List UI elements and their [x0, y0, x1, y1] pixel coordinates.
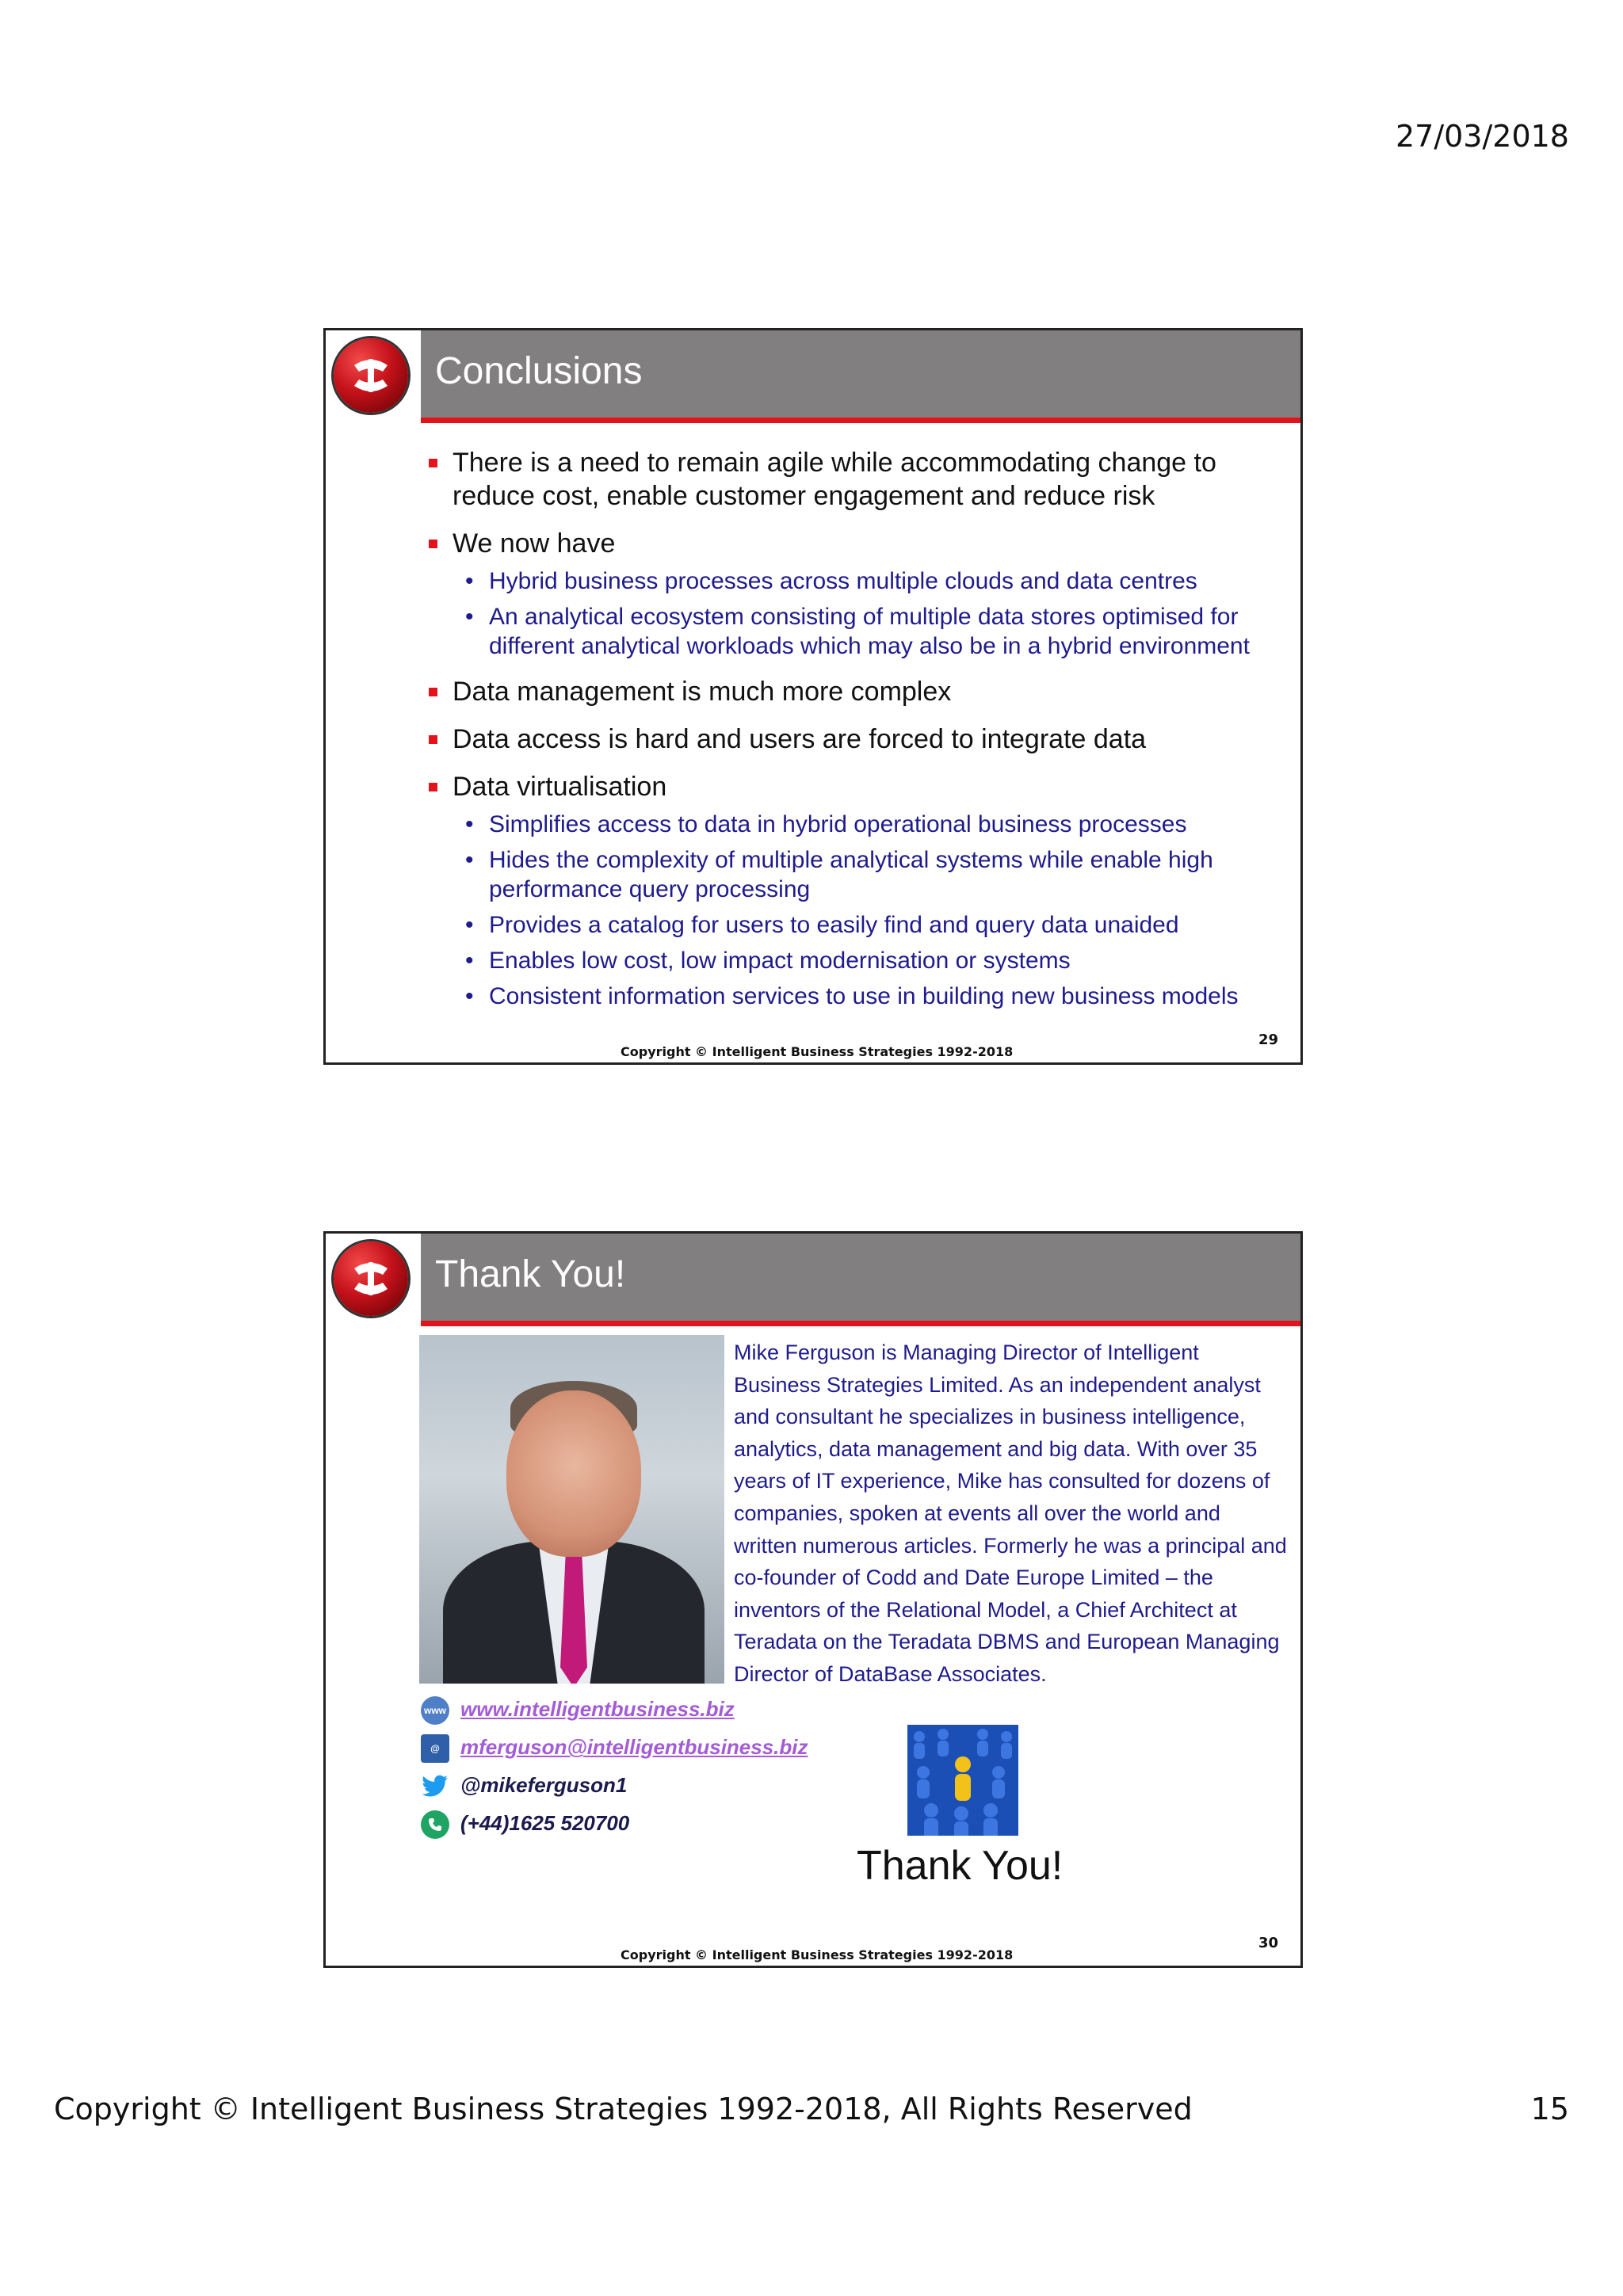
- bullet-item: We now have: [429, 527, 1285, 560]
- slide-copyright: Copyright © Intelligent Business Strategies 1992-2018: [621, 1947, 1014, 1962]
- sub-bullet-item: • An analytical ecosystem consisting of multiple data stores optimised for different analytical workloads which may also be in a hybrid environment: [429, 602, 1285, 661]
- bullet-list: [429, 446, 1285, 1017]
- website-link[interactable]: www.intelligentbusiness.biz: [460, 1697, 735, 1721]
- logo-mark-icon: [346, 351, 395, 400]
- sub-bullet-item: • Simplifies access to data in hybrid operational business processes: [429, 810, 1285, 839]
- website-contact: [419, 1693, 808, 1731]
- slide-title-bar: [421, 1234, 1300, 1326]
- company-logo: [334, 1241, 408, 1316]
- globe-icon: www: [421, 1696, 449, 1725]
- crowd-image: [907, 1725, 1018, 1836]
- slide-number: 29: [1258, 1032, 1278, 1048]
- page-date: 27/03/2018: [1395, 119, 1569, 154]
- slide-number: 30: [1258, 1935, 1278, 1951]
- speaker-bio: Mike Ferguson is Managing Director of Intelligent Business Strategies Limited. As an independent analyst and consultant he specializes in business intelligence, analytics, data management and big data. With over 35 years of IT experience, Mike has consulted for dozens of companies, spoken at events all over the world and written numerous articles. Formerly he was a principal and co-founder of Codd and Date Europe Limited – the inventors of the Relational Model, a Chief Architect at Teradata on the Teradata DBMS and European Managing Director of DataBase Associates.: [734, 1341, 1287, 1686]
- bullet-item: Data access is hard and users are forced to integrate data: [429, 723, 1285, 756]
- email-contact: [419, 1731, 808, 1769]
- slide-title: Conclusions: [435, 350, 643, 392]
- envelope-icon: @: [421, 1734, 449, 1763]
- bullet-item: There is a need to remain agile while accommodating change to reduce cost, enable customer engagement and reduce risk: [429, 446, 1285, 513]
- email-link[interactable]: mferguson@intelligentbusiness.biz: [460, 1735, 808, 1759]
- slide-conclusions: [323, 328, 1303, 1065]
- sub-bullet-item: • Hybrid business processes across multiple clouds and data centres: [429, 566, 1285, 596]
- phone-contact: [419, 1807, 808, 1845]
- slide-title-bar: [421, 330, 1300, 423]
- company-logo: [334, 338, 408, 413]
- contact-list: [419, 1693, 808, 1845]
- phone-number[interactable]: (+44)1625 520700: [460, 1811, 630, 1835]
- sub-bullet-item: • Provides a catalog for users to easily find and query data unaided: [429, 910, 1285, 940]
- page-footer-copyright: Copyright © Intelligent Business Strategies 1992-2018, All Rights Reserved: [54, 2092, 1193, 2126]
- twitter-handle[interactable]: @mikeferguson1: [460, 1773, 628, 1797]
- phone-icon: [421, 1810, 449, 1839]
- page-number: 15: [1530, 2092, 1569, 2126]
- bullet-item: Data management is much more complex: [429, 675, 1285, 708]
- logo-mark-icon: [346, 1254, 395, 1303]
- bullet-item: Data virtualisation: [429, 770, 1285, 803]
- speaker-photo: [419, 1335, 724, 1684]
- slide-thank-you: [323, 1231, 1303, 1968]
- thank-you-caption: Thank You!: [857, 1843, 1064, 1889]
- slide-copyright: Copyright © Intelligent Business Strategies 1992-2018: [621, 1044, 1014, 1059]
- sub-bullet-item: • Enables low cost, low impact modernisation or systems: [429, 946, 1285, 975]
- twitter-contact: [419, 1769, 808, 1807]
- twitter-bird-icon: [421, 1772, 449, 1801]
- sub-bullet-item: • Consistent information services to use in building new business models: [429, 982, 1285, 1011]
- slide-title: Thank You!: [435, 1253, 626, 1295]
- sub-bullet-item: • Hides the complexity of multiple analytical systems while enable high performance query processing: [429, 845, 1285, 904]
